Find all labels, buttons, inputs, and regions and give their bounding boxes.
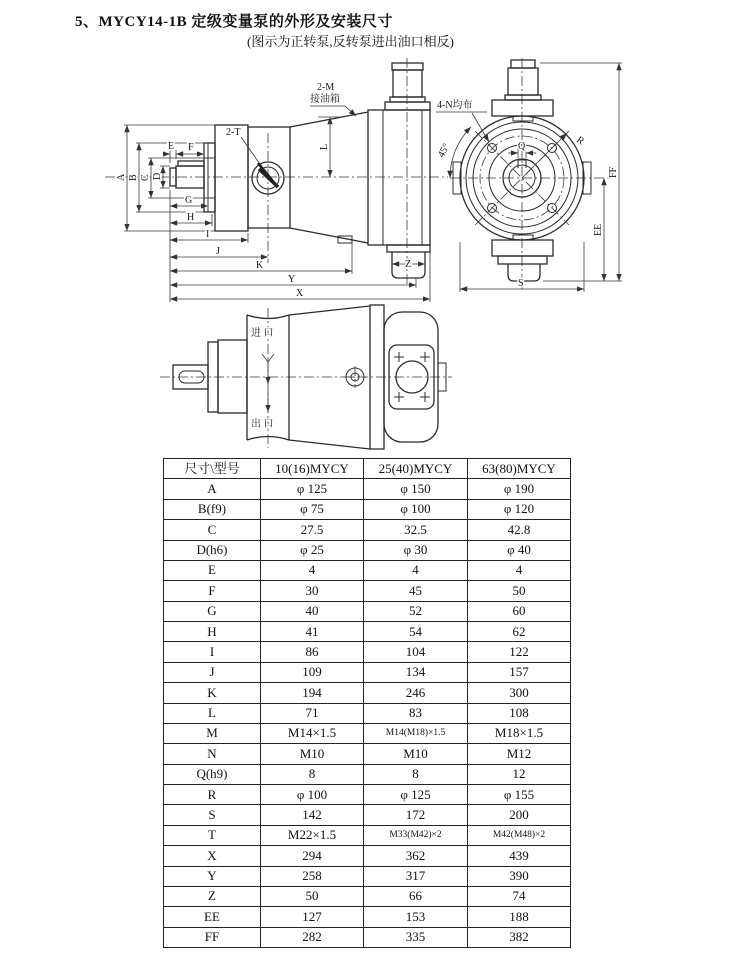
dim-value-cell: 258 bbox=[261, 866, 364, 886]
dim-ee: EE bbox=[593, 223, 604, 236]
dim-l: L bbox=[319, 143, 330, 150]
dim-k: K bbox=[256, 260, 264, 271]
dim-value-cell: φ 120 bbox=[468, 499, 571, 519]
dimension-table bbox=[163, 458, 571, 948]
dim-value-cell: 62 bbox=[468, 622, 571, 642]
dim-value-cell: 300 bbox=[468, 683, 571, 703]
dim-value-cell: φ 100 bbox=[364, 499, 468, 519]
dim-value-cell: φ 190 bbox=[468, 479, 571, 499]
dim-value-cell: 172 bbox=[364, 805, 468, 825]
dim-ff: FF bbox=[608, 166, 619, 178]
dim-x: X bbox=[296, 288, 304, 299]
dim-value-cell: 4 bbox=[261, 560, 364, 580]
table-row bbox=[164, 499, 571, 519]
dim-value-cell: φ 125 bbox=[261, 479, 364, 499]
dim-value-cell: 108 bbox=[468, 703, 571, 723]
dim-value-cell: 12 bbox=[468, 764, 571, 784]
drain-callout: 2-T bbox=[226, 127, 241, 138]
dim-value-cell: 246 bbox=[364, 683, 468, 703]
table-row bbox=[164, 642, 571, 662]
dim-value-cell: 8 bbox=[364, 764, 468, 784]
dim-symbol-cell: T bbox=[164, 825, 261, 845]
port-callout: 2-M bbox=[317, 82, 335, 93]
dim-b: B bbox=[128, 174, 139, 181]
dim-f: F bbox=[188, 142, 194, 153]
dim-value-cell: M12 bbox=[468, 744, 571, 764]
dim-value-cell: φ 125 bbox=[364, 785, 468, 805]
dim-value-cell: 60 bbox=[468, 601, 571, 621]
dim-value-cell: 42.8 bbox=[468, 520, 571, 540]
dim-value-cell: 52 bbox=[364, 601, 468, 621]
dim-symbol-cell: A bbox=[164, 479, 261, 499]
dim-value-cell: 41 bbox=[261, 622, 364, 642]
dim-value-cell: M10 bbox=[364, 744, 468, 764]
dim-value-cell: M10 bbox=[261, 744, 364, 764]
dim-value-cell: 382 bbox=[468, 927, 571, 947]
dim-value-cell: φ 75 bbox=[261, 499, 364, 519]
dim-value-cell: 4 bbox=[364, 560, 468, 580]
dim-value-cell: 127 bbox=[261, 907, 364, 927]
dim-symbol-cell: Y bbox=[164, 866, 261, 886]
outlet-label: 出 口 bbox=[251, 419, 274, 430]
dim-value-cell: M14×1.5 bbox=[261, 723, 364, 743]
dim-value-cell: φ 40 bbox=[468, 540, 571, 560]
table-row bbox=[164, 825, 571, 845]
table-row bbox=[164, 764, 571, 784]
dim-value-cell: 317 bbox=[364, 866, 468, 886]
dim-value-cell: 50 bbox=[468, 581, 571, 601]
table-row bbox=[164, 744, 571, 764]
side-view bbox=[105, 58, 448, 302]
dim-value-cell: 8 bbox=[261, 764, 364, 784]
page-subtitle: (图示为正转泵,反转泵进出油口相反) bbox=[247, 34, 454, 49]
table-row bbox=[164, 907, 571, 927]
dim-value-cell: 109 bbox=[261, 662, 364, 682]
dim-value-cell: 362 bbox=[364, 846, 468, 866]
dim-symbol-cell: FF bbox=[164, 927, 261, 947]
table-row bbox=[164, 866, 571, 886]
table-header-cell: 25(40)MYCY bbox=[364, 459, 468, 479]
table-row bbox=[164, 785, 571, 805]
dim-value-cell: M22×1.5 bbox=[261, 825, 364, 845]
table-row bbox=[164, 601, 571, 621]
dim-value-cell: 66 bbox=[364, 886, 468, 906]
dim-symbol-cell: K bbox=[164, 683, 261, 703]
table-row bbox=[164, 540, 571, 560]
dim-value-cell: 86 bbox=[261, 642, 364, 662]
dim-value-cell: 390 bbox=[468, 866, 571, 886]
table-header-row bbox=[164, 459, 571, 479]
dim-value-cell: 4 bbox=[468, 560, 571, 580]
engineering-drawing bbox=[0, 0, 750, 460]
dim-value-cell: M42(M48)×2 bbox=[468, 825, 571, 845]
dim-symbol-cell: L bbox=[164, 703, 261, 723]
dim-value-cell: 50 bbox=[261, 886, 364, 906]
dim-symbol-cell: C bbox=[164, 520, 261, 540]
dim-e: E bbox=[168, 141, 175, 152]
dim-symbol-cell: M bbox=[164, 723, 261, 743]
dim-value-cell: 83 bbox=[364, 703, 468, 723]
dim-value-cell: 200 bbox=[468, 805, 571, 825]
dim-d: D bbox=[152, 172, 163, 180]
dim-i: I bbox=[206, 229, 210, 240]
dim-y: Y bbox=[288, 274, 296, 285]
dim-value-cell: 32.5 bbox=[364, 520, 468, 540]
dim-value-cell: M18×1.5 bbox=[468, 723, 571, 743]
dim-symbol-cell: B(f9) bbox=[164, 499, 261, 519]
inlet-label: 进 口 bbox=[251, 328, 274, 339]
dim-symbol-cell: D(h6) bbox=[164, 540, 261, 560]
table-row bbox=[164, 886, 571, 906]
dim-symbol-cell: S bbox=[164, 805, 261, 825]
dim-symbol-cell: G bbox=[164, 601, 261, 621]
dim-symbol-cell: N bbox=[164, 744, 261, 764]
dim-value-cell: 188 bbox=[468, 907, 571, 927]
dim-value-cell: φ 25 bbox=[261, 540, 364, 560]
dim-value-cell: 142 bbox=[261, 805, 364, 825]
table-row bbox=[164, 581, 571, 601]
dim-value-cell: 71 bbox=[261, 703, 364, 723]
dim-q: Q bbox=[518, 141, 526, 152]
dim-value-cell: 335 bbox=[364, 927, 468, 947]
dim-value-cell: 194 bbox=[261, 683, 364, 703]
table-row bbox=[164, 683, 571, 703]
dim-a: A bbox=[116, 173, 127, 181]
dim-h: H bbox=[187, 212, 195, 223]
dim-value-cell: φ 150 bbox=[364, 479, 468, 499]
dim-symbol-cell: E bbox=[164, 560, 261, 580]
dim-value-cell: 294 bbox=[261, 846, 364, 866]
table-header-cell: 尺寸\型号 bbox=[164, 459, 261, 479]
table-row bbox=[164, 805, 571, 825]
flow-arrow-icon bbox=[262, 354, 274, 412]
dim-value-cell: φ 100 bbox=[261, 785, 364, 805]
dim-s: S bbox=[518, 278, 524, 289]
dim-symbol-cell: EE bbox=[164, 907, 261, 927]
dim-g: G bbox=[185, 195, 193, 206]
dim-value-cell: 104 bbox=[364, 642, 468, 662]
dim-symbol-cell: H bbox=[164, 622, 261, 642]
dim-value-cell: 439 bbox=[468, 846, 571, 866]
bolt-callout: 4-N均布 bbox=[437, 100, 473, 111]
table-row bbox=[164, 520, 571, 540]
port-callout-tank: 接油箱 bbox=[310, 94, 340, 105]
dim-symbol-cell: Z bbox=[164, 886, 261, 906]
table-row bbox=[164, 622, 571, 642]
table-row bbox=[164, 662, 571, 682]
dim-value-cell: φ 155 bbox=[468, 785, 571, 805]
dim-value-cell: 282 bbox=[261, 927, 364, 947]
dim-value-cell: 74 bbox=[468, 886, 571, 906]
table-row bbox=[164, 723, 571, 743]
dim-value-cell: M33(M42)×2 bbox=[364, 825, 468, 845]
dim-symbol-cell: F bbox=[164, 581, 261, 601]
dim-value-cell: 30 bbox=[261, 581, 364, 601]
dim-value-cell: 27.5 bbox=[261, 520, 364, 540]
dim-value-cell: 54 bbox=[364, 622, 468, 642]
dim-value-cell: 40 bbox=[261, 601, 364, 621]
table-row bbox=[164, 703, 571, 723]
dim-symbol-cell: I bbox=[164, 642, 261, 662]
dim-symbol-cell: R bbox=[164, 785, 261, 805]
bottom-view bbox=[160, 305, 452, 449]
dim-value-cell: 157 bbox=[468, 662, 571, 682]
table-row bbox=[164, 846, 571, 866]
dim-value-cell: 45 bbox=[364, 581, 468, 601]
table-header-cell: 63(80)MYCY bbox=[468, 459, 571, 479]
dim-r: R bbox=[574, 134, 587, 148]
dim-value-cell: 153 bbox=[364, 907, 468, 927]
front-view bbox=[436, 58, 622, 292]
angle-label: 45° bbox=[435, 141, 453, 160]
table-row bbox=[164, 927, 571, 947]
dim-z: Z bbox=[405, 259, 412, 270]
dim-symbol-cell: X bbox=[164, 846, 261, 866]
dim-value-cell: 122 bbox=[468, 642, 571, 662]
dim-value-cell: φ 30 bbox=[364, 540, 468, 560]
dim-symbol-cell: Q(h9) bbox=[164, 764, 261, 784]
page-title: 5、MYCY14-1B 定级变量泵的外形及安装尺寸 bbox=[75, 14, 393, 30]
dim-symbol-cell: J bbox=[164, 662, 261, 682]
table-row bbox=[164, 479, 571, 499]
dim-value-cell: M14(M18)×1.5 bbox=[364, 723, 468, 743]
dim-c: C bbox=[140, 174, 151, 181]
table-row bbox=[164, 560, 571, 580]
table-header-cell: 10(16)MYCY bbox=[261, 459, 364, 479]
dim-j: J bbox=[216, 246, 220, 257]
dim-value-cell: 134 bbox=[364, 662, 468, 682]
